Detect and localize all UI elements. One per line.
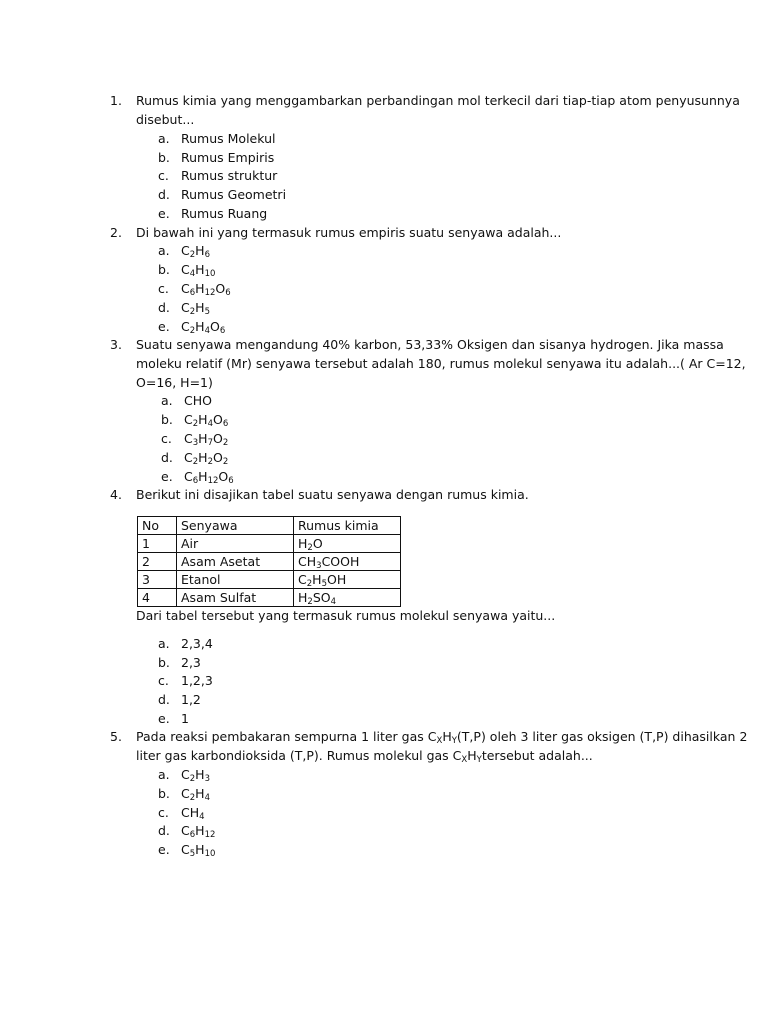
q5-option-b: $C_2H_4$ [181,786,210,803]
q1-option-b: Rumus Empiris [181,150,275,165]
q5-number: 5. [110,729,122,744]
q5-option-c-letter: c. [158,805,169,820]
q4-option-b: 2,3 [181,655,201,670]
table-cell-no: 1 [138,535,177,553]
q2-option-d: $C_2H_5$ [181,300,210,317]
q2-option-c-letter: c. [158,281,169,296]
q5-option-d: $C_6H_{12}$ [181,823,216,840]
table-header-senyawa: Senyawa [177,517,294,535]
q4-option-e: 1 [181,711,189,726]
q4-option-a: 2,3,4 [181,636,213,651]
q1-option-c: Rumus struktur [181,168,278,183]
q3-number: 3. [110,337,122,352]
q3-option-a-letter: a. [161,393,173,408]
q2-text-line1: Di bawah ini yang termasuk rumus empiris suatu senyawa adalah... [136,225,562,240]
q1-option-d-letter: d. [158,187,170,202]
table-row [138,571,401,589]
q2-option-a: $C_2H_6$ [181,243,210,260]
q1-option-d: Rumus Geometri [181,187,287,202]
q4-option-c-letter: c. [158,673,169,688]
q3-text-line2: moleku relatif (Mr) senyawa tersebut adalah 180, rumus molekul senyawa itu adalah...( Ar C=12, [136,356,746,371]
q3-text-line1: Suatu senyawa mengandung 40% karbon, 53,33% Oksigen dan sisanya hydrogen. Jika massa [136,337,724,352]
q4-option-e-letter: e. [158,711,170,726]
q2-option-e-letter: e. [158,319,170,334]
q3-option-b-letter: b. [161,412,173,427]
table-cell-no: 3 [138,571,177,589]
table-header-no: No [138,517,177,535]
q1-number: 1. [110,93,122,108]
q2-option-b-letter: b. [158,262,170,277]
q2-option-c: $C_6H_{12}O_6$ [181,281,231,298]
q5-option-a: $C_2H_3$ [181,767,210,784]
q5-text-line1: Pada reaksi pembakaran sempurna 1 liter gas $C_XH_Y(T,P)$ oleh 3 liter gas oksigen (T,P) dihasilkan 2 [136,729,748,746]
q2-number: 2. [110,225,122,240]
q5-option-d-letter: d. [158,823,170,838]
q5-option-b-letter: b. [158,786,170,801]
table-header-rumus: Rumus kimia [294,517,401,535]
q3-option-e: $C_6H_{12}O_6$ [184,469,234,486]
q4-number: 4. [110,487,122,502]
q4-option-b-letter: b. [158,655,170,670]
q3-option-c-letter: c. [161,431,172,446]
q3-option-b: $C_2H_4O_6$ [184,412,229,429]
q4-option-c: 1,2,3 [181,673,213,688]
q4-option-d-letter: d. [158,692,170,707]
table-row [138,553,401,571]
table-cell-formula: $H_2O$ [294,535,401,553]
q1-option-a-letter: a. [158,131,170,146]
table-cell-no: 4 [138,589,177,607]
table-row [138,589,401,607]
table-cell-name: Asam Asetat [177,553,294,571]
q1-text-line2: disebut... [136,112,195,127]
q4-option-a-letter: a. [158,636,170,651]
q1-option-a: Rumus Molekul [181,131,276,146]
table-cell-no: 2 [138,553,177,571]
q3-option-c: $C_3H_7O_2$ [184,431,229,448]
q4-after-table-text: Dari tabel tersebut yang termasuk rumus molekul senyawa yaitu... [136,608,556,623]
q2-option-d-letter: d. [158,300,170,315]
q3-option-e-letter: e. [161,469,173,484]
q1-option-b-letter: b. [158,150,170,165]
table-cell-formula: $C_2H_5OH$ [294,571,401,589]
q4-option-d: 1,2 [181,692,201,707]
q2-option-a-letter: a. [158,243,170,258]
q1-text-line1: Rumus kimia yang menggambarkan perbandingan mol terkecil dari tiap-tiap atom penyusunnya [136,93,740,108]
q5-option-c: $CH_4$ [181,805,205,822]
q4-text-line1: Berikut ini disajikan tabel suatu senyawa dengan rumus kimia. [136,487,529,502]
q5-option-a-letter: a. [158,767,170,782]
q5-option-e: $C_5H_{10}$ [181,842,216,859]
table-cell-name: Asam Sulfat [177,589,294,607]
table-cell-formula: $H_2SO_4$ [294,589,401,607]
table-header-row [138,517,401,535]
table-cell-formula: $CH_3COOH$ [294,553,401,571]
q3-text-line3: O=16, H=1) [136,375,213,390]
table-row [138,535,401,553]
q1-option-e-letter: e. [158,206,170,221]
q3-option-a: CHO [184,393,212,408]
q3-option-d-letter: d. [161,450,173,465]
q2-option-b: $C_4H_{10}$ [181,262,216,279]
q1-option-e: Rumus Ruang [181,206,268,221]
q5-text-line2: liter gas karbondioksida (T,P). Rumus molekul gas $C_XH_Ytersebut$ adalah... [136,748,593,765]
table-cell-name: Air [177,535,294,553]
q2-option-e: $C_2H_4O_6$ [181,319,226,336]
q1-option-c-letter: c. [158,168,169,183]
compound-table [137,516,401,607]
table-cell-name: Etanol [177,571,294,589]
q5-option-e-letter: e. [158,842,170,857]
q3-option-d: $C_2H_2O_2$ [184,450,229,467]
